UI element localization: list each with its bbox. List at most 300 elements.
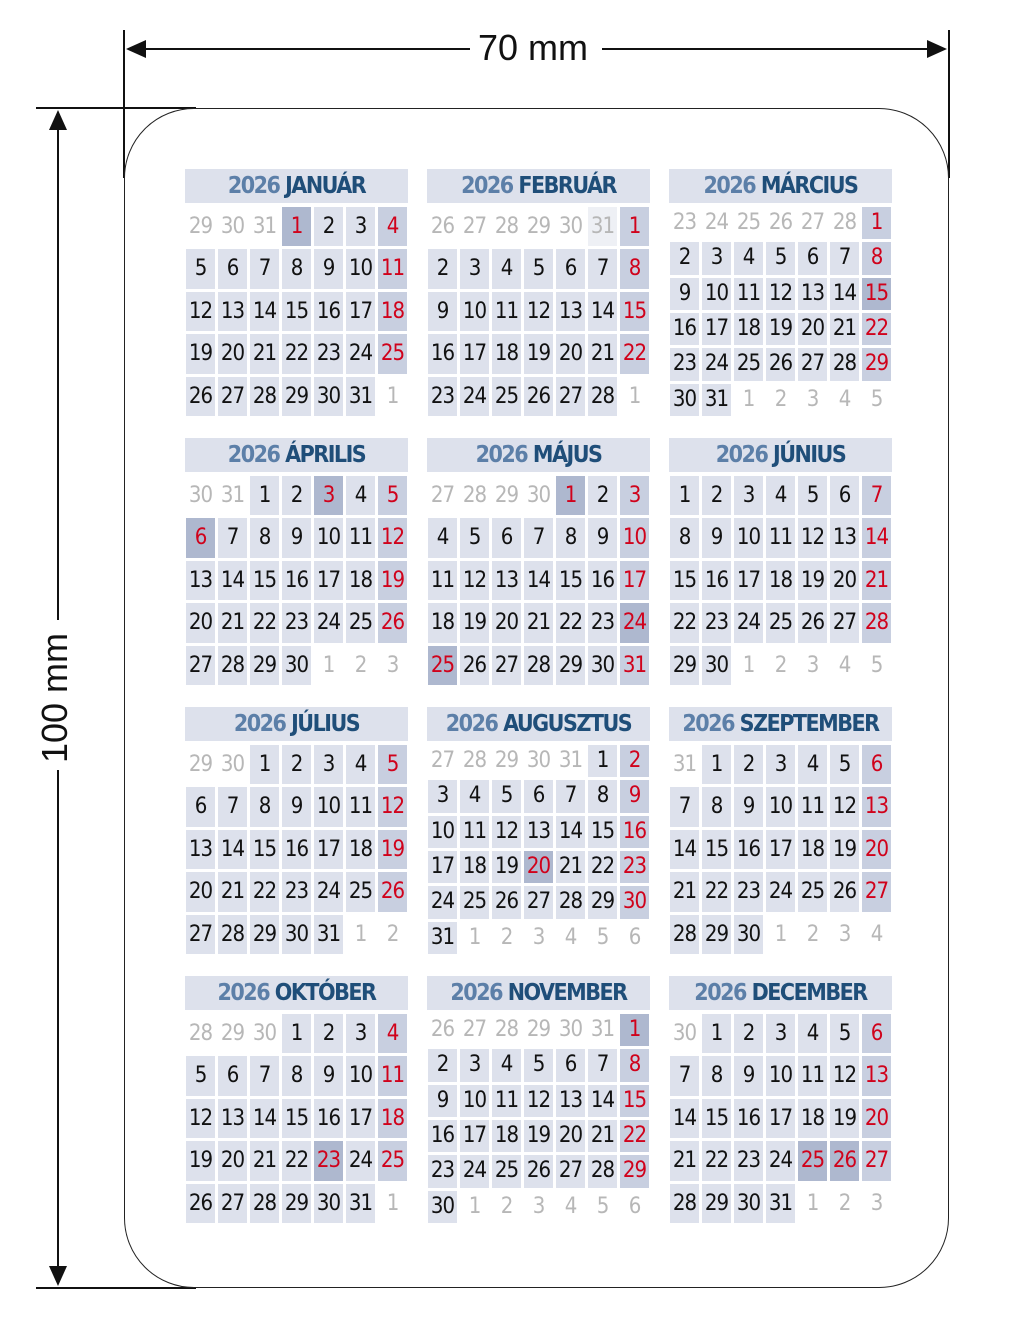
day-cell: 9 <box>282 518 311 557</box>
month-title <box>669 707 892 741</box>
day-cell: 19 <box>798 561 827 600</box>
day-cell: 10 <box>460 292 489 331</box>
day-cell: 11 <box>378 249 407 288</box>
day-cell: 6 <box>218 1056 247 1095</box>
day-cell: 27 <box>556 377 585 416</box>
day-cell: 12 <box>378 787 407 826</box>
day-cell: 20 <box>830 561 859 600</box>
month-title <box>185 169 408 203</box>
day-cell: 3 <box>386 652 399 678</box>
day-cell: 25 <box>378 334 407 373</box>
day-cell: 2 <box>314 207 343 246</box>
day-cell: 9 <box>670 278 699 310</box>
day-cell: 6 <box>186 787 215 826</box>
month-title <box>669 438 892 472</box>
day-cell: 5 <box>870 652 883 678</box>
day-cell: 29 <box>670 646 699 685</box>
day-cell: 30 <box>526 748 551 773</box>
day-cell: 13 <box>218 1099 247 1138</box>
day-cell: 5 <box>870 386 883 412</box>
day-cell: 24 <box>766 1141 795 1180</box>
day-cell: 29 <box>188 214 213 239</box>
day-cell: 14 <box>670 830 699 869</box>
day-cell: 28 <box>830 348 859 380</box>
day-cell: 13 <box>492 561 521 600</box>
day-cell: 11 <box>734 278 763 310</box>
day-cell: 25 <box>766 603 795 642</box>
day-cell: 11 <box>428 561 457 600</box>
day-cell: 19 <box>378 561 407 600</box>
day-cell: 1 <box>354 921 367 947</box>
day-cell: 1 <box>468 924 481 950</box>
day-cell: 18 <box>798 830 827 869</box>
day-cell: 8 <box>250 787 279 826</box>
day-cell: 10 <box>620 518 649 557</box>
day-cell: 12 <box>492 816 521 848</box>
day-cell: 7 <box>524 518 553 557</box>
day-cell: 15 <box>620 292 649 331</box>
day-cell: 18 <box>346 830 375 869</box>
day-cell: 24 <box>704 210 729 235</box>
day-cell: 26 <box>430 1017 455 1042</box>
day-cell: 12 <box>830 1056 859 1095</box>
day-cell: 5 <box>524 1049 553 1081</box>
day-cell: 22 <box>862 313 891 345</box>
day-cell: 22 <box>702 872 731 911</box>
day-cell: 25 <box>734 348 763 380</box>
day-cell: 1 <box>322 652 335 678</box>
day-cell: 18 <box>378 1099 407 1138</box>
day-cell: 3 <box>620 476 649 515</box>
day-cell: 24 <box>702 348 731 380</box>
day-cell: 12 <box>186 292 215 331</box>
day-cell: 27 <box>524 886 553 918</box>
day-cell: 15 <box>702 1099 731 1138</box>
day-cell: 21 <box>556 851 585 883</box>
day-cell: 21 <box>250 1141 279 1180</box>
day-cell: 28 <box>462 748 487 773</box>
day-cell: 27 <box>830 603 859 642</box>
day-cell: 22 <box>282 334 311 373</box>
day-cell: 26 <box>492 886 521 918</box>
day-cell: 4 <box>378 1014 407 1053</box>
day-cell: 30 <box>588 646 617 685</box>
day-cell: 10 <box>766 1056 795 1095</box>
day-cell: 1 <box>742 386 755 412</box>
day-cell: 10 <box>346 249 375 288</box>
day-cell: 4 <box>564 1193 577 1219</box>
day-cell: 7 <box>588 1049 617 1081</box>
day-cell: 9 <box>428 1085 457 1117</box>
day-cell: 3 <box>314 745 343 784</box>
day-cell: 14 <box>830 278 859 310</box>
day-cell: 25 <box>378 1141 407 1180</box>
day-cell: 13 <box>862 787 891 826</box>
day-cell: 5 <box>798 476 827 515</box>
month-title <box>427 169 650 203</box>
day-cell: 11 <box>346 518 375 557</box>
day-cell: 19 <box>830 1099 859 1138</box>
day-cell: 5 <box>830 1014 859 1053</box>
day-cell: 19 <box>186 334 215 373</box>
month-year: 2026 <box>694 980 746 1006</box>
day-cell: 8 <box>282 1056 311 1095</box>
day-cell: 8 <box>588 780 617 812</box>
day-cell: 5 <box>830 745 859 784</box>
day-cell: 27 <box>556 1155 585 1187</box>
day-cell: 29 <box>282 377 311 416</box>
day-cell: 28 <box>462 483 487 508</box>
day-cell: 6 <box>628 924 641 950</box>
day-cell: 21 <box>218 872 247 911</box>
day-cell: 4 <box>870 921 883 947</box>
month-title <box>669 976 892 1010</box>
day-cell: 24 <box>460 1155 489 1187</box>
day-cell: 31 <box>702 384 731 416</box>
day-cell: 7 <box>670 787 699 826</box>
day-cell: 10 <box>766 787 795 826</box>
day-cell: 25 <box>346 872 375 911</box>
day-cell: 26 <box>768 210 793 235</box>
day-cell: 14 <box>556 816 585 848</box>
day-cell: 13 <box>218 292 247 331</box>
day-cell: 25 <box>492 377 521 416</box>
day-cell: 31 <box>620 646 649 685</box>
day-cell: 26 <box>524 1155 553 1187</box>
month-year: 2026 <box>227 442 280 468</box>
day-cell: 15 <box>282 292 311 331</box>
day-cell: 21 <box>588 1120 617 1152</box>
day-cell: 13 <box>556 292 585 331</box>
day-cell: 27 <box>218 1184 247 1223</box>
day-cell: 23 <box>588 603 617 642</box>
day-cell: 30 <box>526 483 551 508</box>
day-cell: 7 <box>862 476 891 515</box>
day-cell: 1 <box>588 745 617 777</box>
day-cell: 29 <box>702 1184 731 1223</box>
day-cell: 17 <box>314 830 343 869</box>
day-cell: 28 <box>556 886 585 918</box>
day-cell: 27 <box>218 377 247 416</box>
month-year: 2026 <box>682 711 734 737</box>
day-cell: 31 <box>558 748 583 773</box>
day-cell: 9 <box>734 787 763 826</box>
day-cell: 24 <box>346 1141 375 1180</box>
day-cell: 31 <box>428 922 457 954</box>
day-cell: 26 <box>524 377 553 416</box>
day-cell: 30 <box>282 915 311 954</box>
day-cell: 27 <box>800 210 825 235</box>
day-cell: 21 <box>218 603 247 642</box>
day-cell: 2 <box>806 921 819 947</box>
day-cell: 28 <box>218 646 247 685</box>
day-cell: 30 <box>220 214 245 239</box>
day-cell: 26 <box>830 1141 859 1180</box>
day-cell: 6 <box>798 242 827 274</box>
day-cell: 18 <box>378 292 407 331</box>
day-cell: 2 <box>314 1014 343 1053</box>
day-cell: 17 <box>460 1120 489 1152</box>
day-cell: 31 <box>588 207 617 246</box>
day-cell: 12 <box>186 1099 215 1138</box>
day-cell: 5 <box>378 476 407 515</box>
day-cell: 28 <box>250 1184 279 1223</box>
day-cell: 7 <box>218 787 247 826</box>
day-cell: 27 <box>462 214 487 239</box>
day-cell: 10 <box>428 816 457 848</box>
day-cell: 2 <box>670 242 699 274</box>
day-cell: 2 <box>500 1193 513 1219</box>
day-cell: 5 <box>460 518 489 557</box>
day-cell: 3 <box>346 207 375 246</box>
day-cell: 17 <box>620 561 649 600</box>
day-cell: 28 <box>218 915 247 954</box>
day-cell: 31 <box>766 1184 795 1223</box>
day-cell: 24 <box>460 377 489 416</box>
day-cell: 25 <box>736 210 761 235</box>
day-cell: 17 <box>428 851 457 883</box>
day-cell: 5 <box>378 745 407 784</box>
day-cell: 2 <box>282 745 311 784</box>
day-cell: 24 <box>620 603 649 642</box>
day-cell: 5 <box>766 242 795 274</box>
day-cell: 20 <box>862 1099 891 1138</box>
day-cell: 11 <box>492 1085 521 1117</box>
day-cell: 1 <box>702 1014 731 1053</box>
day-cell: 15 <box>862 278 891 310</box>
day-cell: 22 <box>702 1141 731 1180</box>
day-cell: 1 <box>862 207 891 239</box>
day-cell: 20 <box>556 1120 585 1152</box>
day-cell: 17 <box>460 334 489 373</box>
day-cell: 28 <box>588 1155 617 1187</box>
day-cell: 30 <box>188 483 213 508</box>
day-cell: 3 <box>766 745 795 784</box>
day-cell: 26 <box>378 872 407 911</box>
day-cell: 29 <box>494 748 519 773</box>
day-cell: 26 <box>430 214 455 239</box>
day-cell: 1 <box>620 1014 649 1046</box>
day-cell: 27 <box>186 915 215 954</box>
day-cell: 4 <box>564 924 577 950</box>
day-cell: 6 <box>556 1049 585 1081</box>
day-cell: 25 <box>460 886 489 918</box>
day-cell: 30 <box>314 1184 343 1223</box>
day-cell: 27 <box>492 646 521 685</box>
day-cell: 4 <box>428 518 457 557</box>
month-name: AUGUSZTUS <box>497 711 632 737</box>
day-cell: 7 <box>250 249 279 288</box>
day-cell: 4 <box>378 207 407 246</box>
day-cell: 13 <box>798 278 827 310</box>
day-cell: 14 <box>670 1099 699 1138</box>
day-cell: 13 <box>524 816 553 848</box>
day-cell: 23 <box>672 210 697 235</box>
month-title <box>427 976 650 1010</box>
day-cell: 15 <box>250 830 279 869</box>
day-cell: 7 <box>670 1056 699 1095</box>
day-cell: 18 <box>460 851 489 883</box>
day-cell: 16 <box>282 830 311 869</box>
day-cell: 26 <box>460 646 489 685</box>
month-title <box>669 169 892 203</box>
day-cell: 3 <box>806 386 819 412</box>
day-cell: 30 <box>252 1021 277 1046</box>
day-cell: 2 <box>774 652 787 678</box>
day-cell: 14 <box>250 1099 279 1138</box>
day-cell: 23 <box>620 851 649 883</box>
day-cell: 31 <box>252 214 277 239</box>
month-name: MÁRCIUS <box>755 173 858 199</box>
day-cell: 1 <box>620 207 649 246</box>
day-cell: 9 <box>620 780 649 812</box>
day-cell: 26 <box>378 603 407 642</box>
month-year: 2026 <box>217 980 270 1006</box>
day-cell: 1 <box>250 745 279 784</box>
day-cell: 30 <box>558 1017 583 1042</box>
day-cell: 27 <box>798 348 827 380</box>
month-name: JÚNIUS <box>767 442 846 468</box>
day-cell: 6 <box>628 1193 641 1219</box>
day-cell: 8 <box>702 1056 731 1095</box>
day-cell: 3 <box>460 1049 489 1081</box>
day-cell: 30 <box>282 646 311 685</box>
day-cell: 12 <box>524 292 553 331</box>
day-cell: 17 <box>766 830 795 869</box>
day-cell: 20 <box>798 313 827 345</box>
day-cell: 31 <box>220 483 245 508</box>
day-cell: 20 <box>862 830 891 869</box>
day-cell: 14 <box>218 830 247 869</box>
day-cell: 24 <box>428 886 457 918</box>
day-cell: 10 <box>702 278 731 310</box>
day-cell: 16 <box>314 1099 343 1138</box>
day-cell: 28 <box>670 915 699 954</box>
day-cell: 14 <box>588 1085 617 1117</box>
month-year: 2026 <box>445 711 498 737</box>
day-cell: 29 <box>620 1155 649 1187</box>
month-year: 2026 <box>475 442 528 468</box>
day-cell: 8 <box>556 518 585 557</box>
height-label: 100 mm <box>34 632 75 764</box>
day-cell: 1 <box>670 476 699 515</box>
day-cell: 16 <box>314 292 343 331</box>
day-cell: 8 <box>250 518 279 557</box>
day-cell: 2 <box>702 476 731 515</box>
day-cell: 2 <box>428 1049 457 1081</box>
month-name: ÁPRILIS <box>279 442 366 468</box>
month-year: 2026 <box>233 711 286 737</box>
day-cell: 22 <box>670 603 699 642</box>
day-cell: 24 <box>734 603 763 642</box>
day-cell: 12 <box>378 518 407 557</box>
day-cell: 28 <box>832 210 857 235</box>
day-cell: 1 <box>386 1190 399 1216</box>
day-cell: 7 <box>218 518 247 557</box>
day-cell: 20 <box>186 603 215 642</box>
day-cell: 9 <box>314 1056 343 1095</box>
day-cell: 23 <box>428 377 457 416</box>
day-cell: 19 <box>186 1141 215 1180</box>
day-cell: 12 <box>524 1085 553 1117</box>
day-cell: 3 <box>532 924 545 950</box>
day-cell: 4 <box>766 476 795 515</box>
day-cell: 17 <box>346 292 375 331</box>
day-cell: 16 <box>670 313 699 345</box>
month-name: FEBRUÁR <box>512 173 616 199</box>
day-cell: 25 <box>346 603 375 642</box>
day-cell: 5 <box>524 249 553 288</box>
day-cell: 9 <box>588 518 617 557</box>
day-cell: 30 <box>734 1184 763 1223</box>
day-cell: 3 <box>532 1193 545 1219</box>
day-cell: 3 <box>870 1190 883 1216</box>
day-cell: 8 <box>620 1049 649 1081</box>
day-cell: 3 <box>766 1014 795 1053</box>
day-cell: 28 <box>524 646 553 685</box>
day-cell: 20 <box>218 334 247 373</box>
day-cell: 11 <box>492 292 521 331</box>
day-cell: 29 <box>588 886 617 918</box>
day-cell: 3 <box>346 1014 375 1053</box>
day-cell: 11 <box>346 787 375 826</box>
day-cell: 10 <box>460 1085 489 1117</box>
day-cell: 18 <box>798 1099 827 1138</box>
day-cell: 29 <box>220 1021 245 1046</box>
day-cell: 28 <box>588 377 617 416</box>
day-cell: 27 <box>462 1017 487 1042</box>
day-cell: 5 <box>186 1056 215 1095</box>
day-cell: 18 <box>492 1120 521 1152</box>
day-cell: 22 <box>250 603 279 642</box>
day-cell: 19 <box>492 851 521 883</box>
day-cell: 3 <box>428 780 457 812</box>
day-cell: 13 <box>186 561 215 600</box>
day-cell: 31 <box>314 915 343 954</box>
day-cell: 30 <box>672 1021 697 1046</box>
day-cell: 23 <box>314 334 343 373</box>
day-cell: 4 <box>346 745 375 784</box>
day-cell: 25 <box>798 872 827 911</box>
day-cell: 27 <box>430 748 455 773</box>
day-cell: 18 <box>492 334 521 373</box>
day-cell: 29 <box>250 646 279 685</box>
day-cell: 1 <box>702 745 731 784</box>
day-cell: 29 <box>188 752 213 777</box>
day-cell: 6 <box>556 249 585 288</box>
day-cell: 30 <box>670 384 699 416</box>
day-cell: 5 <box>492 780 521 812</box>
day-cell: 15 <box>670 561 699 600</box>
day-cell: 13 <box>830 518 859 557</box>
day-cell: 11 <box>460 816 489 848</box>
day-cell: 23 <box>702 603 731 642</box>
day-cell: 4 <box>492 249 521 288</box>
day-cell: 18 <box>428 603 457 642</box>
day-cell: 17 <box>702 313 731 345</box>
day-cell: 4 <box>798 745 827 784</box>
day-cell: 7 <box>588 249 617 288</box>
day-cell: 6 <box>862 1014 891 1053</box>
day-cell: 23 <box>282 872 311 911</box>
day-cell: 4 <box>838 386 851 412</box>
day-cell: 6 <box>186 518 215 557</box>
day-cell: 5 <box>596 1193 609 1219</box>
day-cell: 21 <box>830 313 859 345</box>
day-cell: 1 <box>774 921 787 947</box>
month-year: 2026 <box>461 173 513 199</box>
day-cell: 4 <box>838 652 851 678</box>
